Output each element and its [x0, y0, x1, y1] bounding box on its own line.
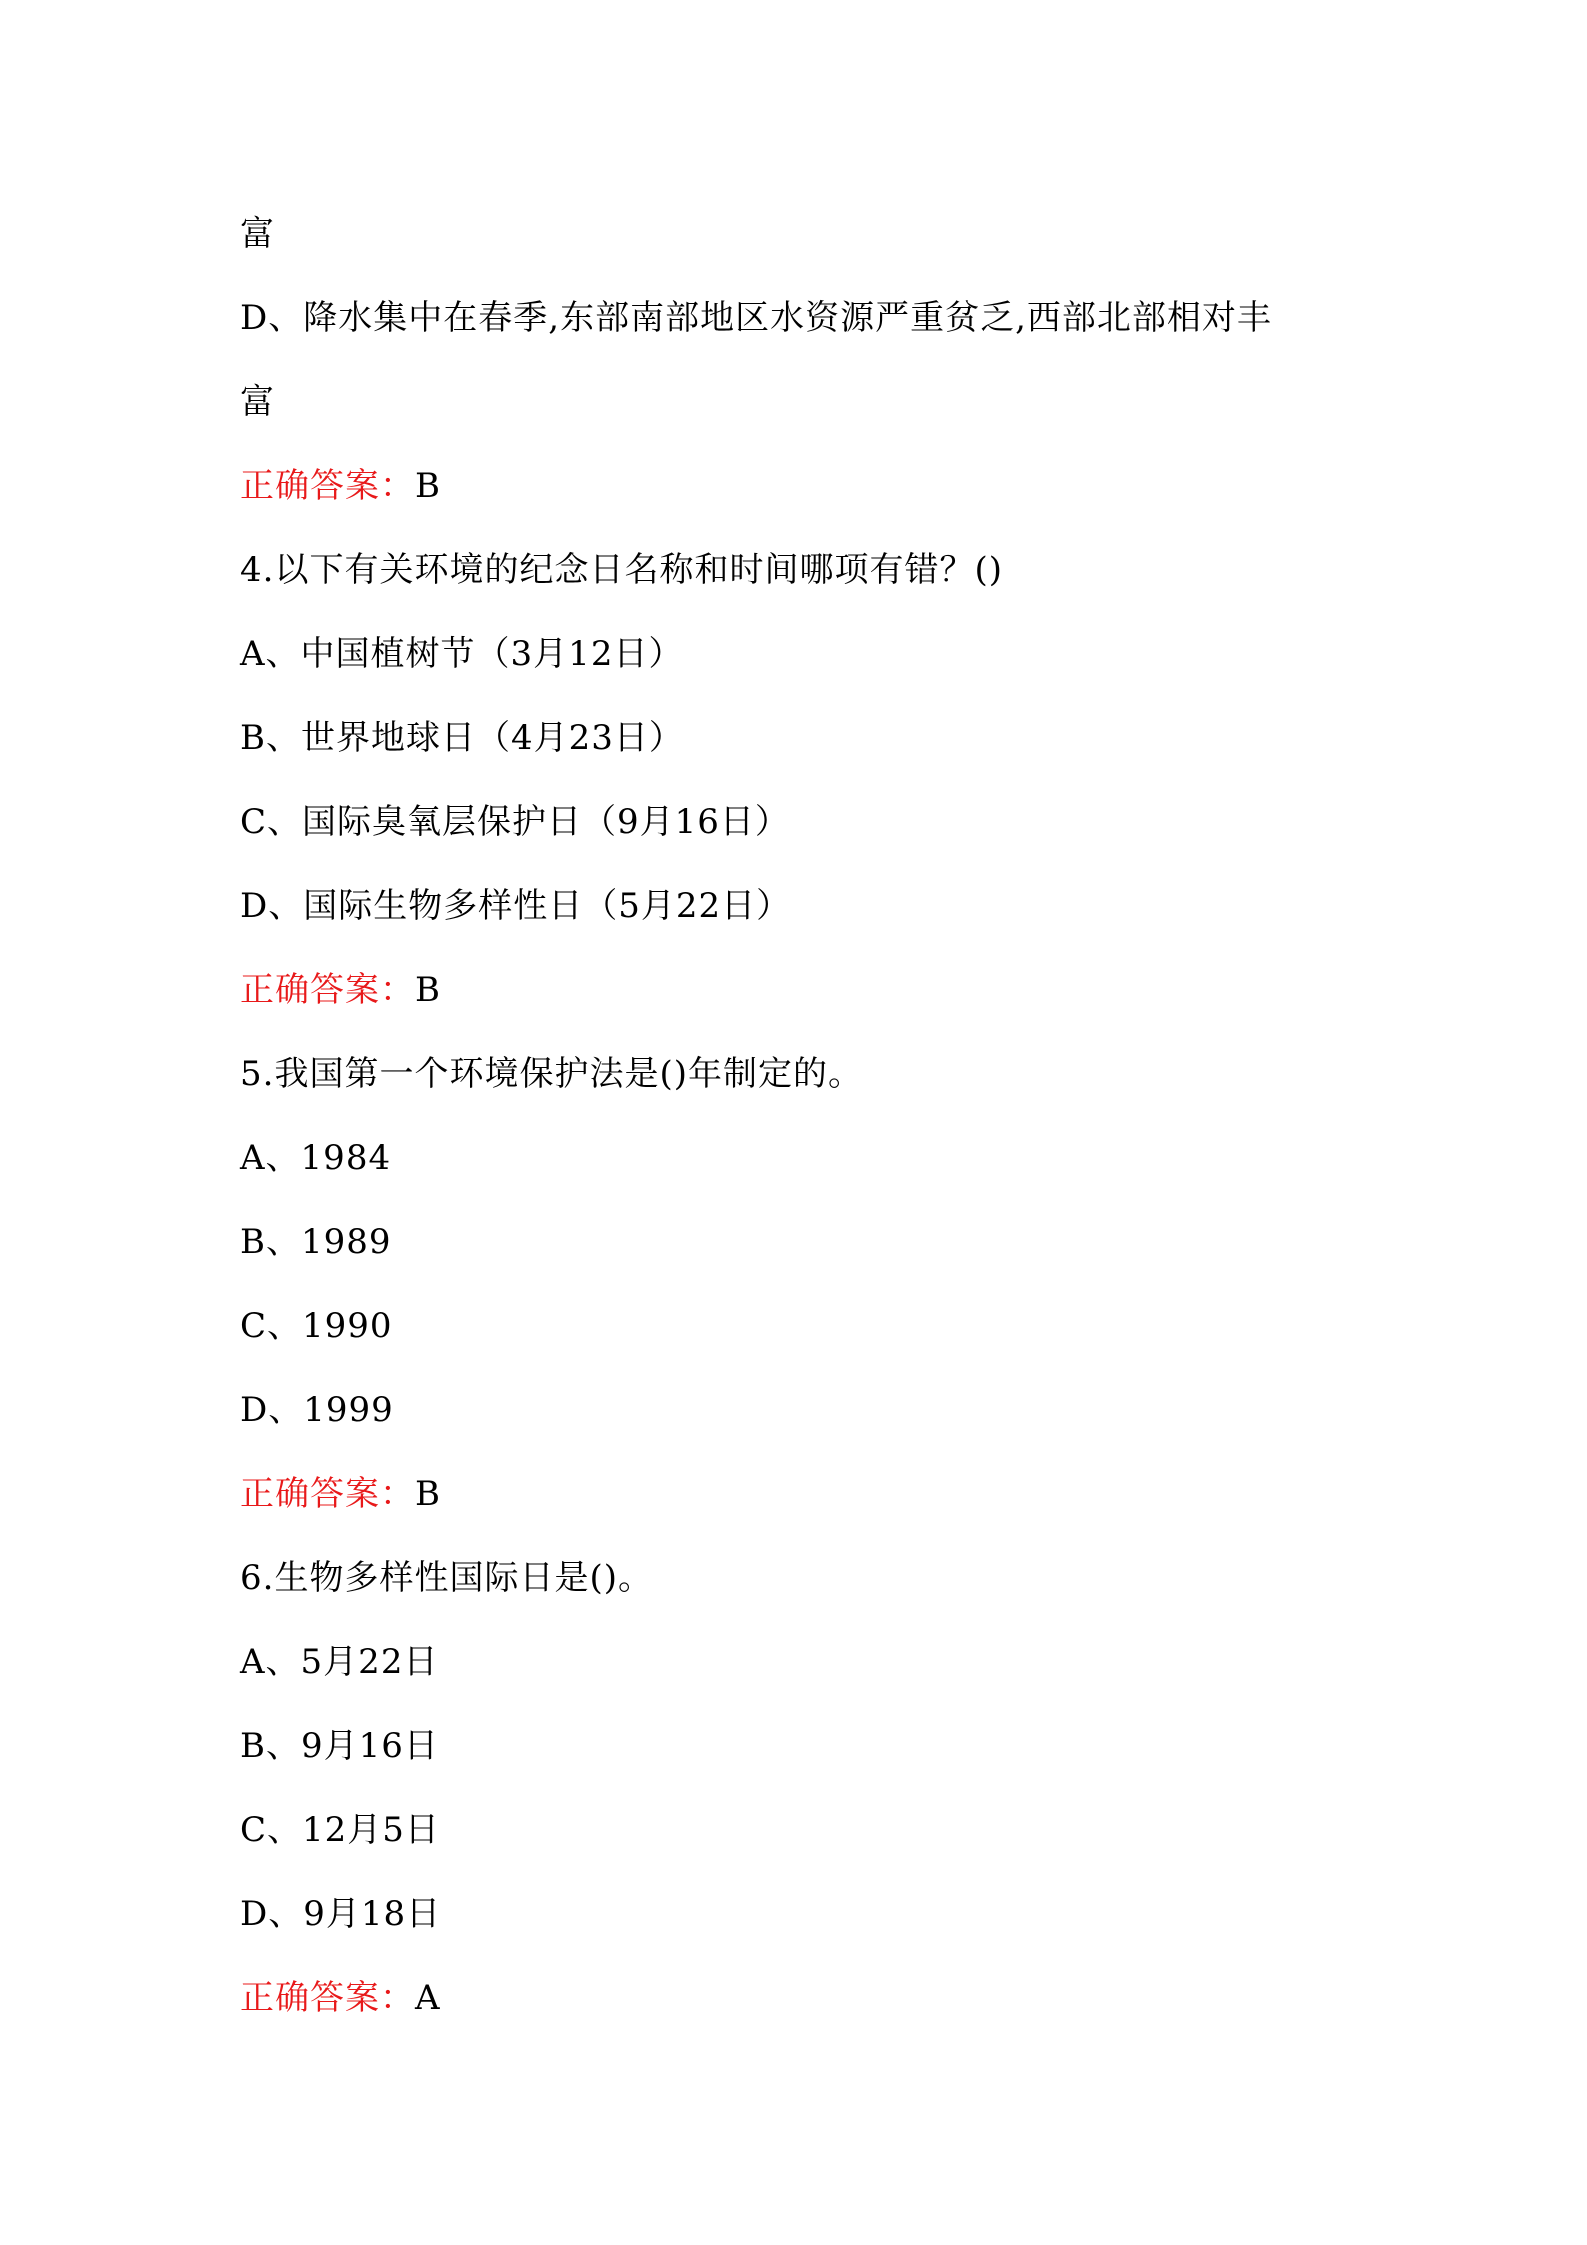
option-c: C、12月5日 — [240, 1810, 440, 1850]
answer-label: 正确答案： — [240, 970, 415, 1010]
option-a: A、5月22日 — [240, 1642, 439, 1682]
correct-answer — [240, 1976, 441, 2020]
option-d: D、国际生物多样性日（5月22日） — [240, 886, 792, 926]
option-d: D、9月18日 — [240, 1894, 442, 1934]
option-c: C、国际臭氧层保护日（9月16日） — [240, 802, 790, 842]
correct-answer — [240, 464, 441, 508]
answer-value: B — [415, 1474, 441, 1514]
option-b: B、世界地球日（4月23日） — [240, 718, 684, 758]
answer-label: 正确答案： — [240, 466, 415, 506]
answer-label: 正确答案： — [240, 1978, 415, 2018]
answer-value: B — [415, 466, 441, 506]
option-a: A、中国植树节（3月12日） — [240, 634, 684, 674]
option-d: D、降水集中在春季,东部南部地区水资源严重贫乏,西部北部相对丰 — [240, 298, 1272, 338]
option-b: B、1989 — [240, 1222, 392, 1262]
option-b: B、9月16日 — [240, 1726, 439, 1766]
answer-value: B — [415, 970, 441, 1010]
option-c: C、1990 — [240, 1306, 393, 1346]
question-6: 6.生物多样性国际日是()。 — [240, 1558, 653, 1598]
option-continuation: 富 — [240, 214, 275, 254]
question-5: 5.我国第一个环境保护法是()年制定的。 — [240, 1054, 863, 1094]
answer-value: A — [415, 1978, 441, 2018]
option-continuation: 富 — [240, 382, 275, 422]
option-a: A、1984 — [240, 1138, 392, 1178]
correct-answer — [240, 968, 441, 1012]
option-d: D、1999 — [240, 1390, 394, 1430]
correct-answer — [240, 1472, 441, 1516]
question-4: 4.以下有关环境的纪念日名称和时间哪项有错？() — [240, 550, 1003, 590]
answer-label: 正确答案： — [240, 1474, 415, 1514]
